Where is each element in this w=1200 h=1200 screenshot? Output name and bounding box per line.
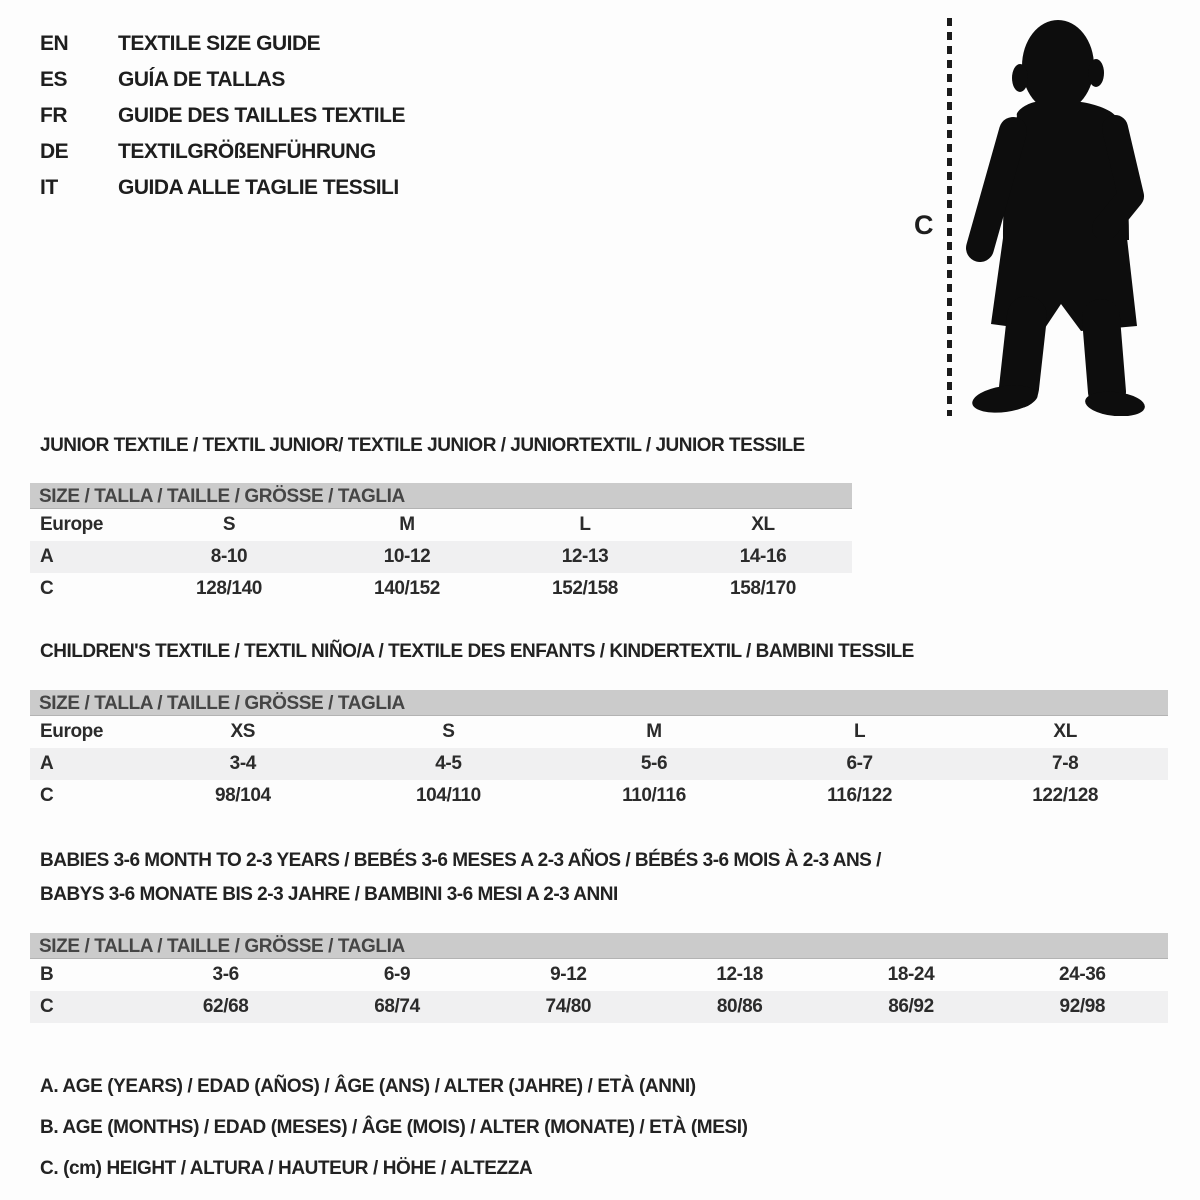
- toddler-silhouette-icon: [955, 16, 1155, 416]
- legend-line: B. AGE (MONTHS) / EDAD (MESES) / ÂGE (MOIS) / ALTER (MONATE) / ETÀ (MESI): [40, 1117, 748, 1138]
- language-row: [40, 170, 405, 206]
- size-cell: 110/116: [622, 785, 686, 806]
- size-cell: L: [579, 514, 591, 535]
- size-cell: 68/74: [374, 996, 420, 1017]
- height-measure-dashed-line: [947, 18, 952, 416]
- table-row: [30, 991, 1168, 1023]
- section-title: [40, 640, 1168, 664]
- size-cell: 128/140: [196, 578, 262, 599]
- height-measure-label: C: [914, 210, 934, 240]
- guide-title: GUIDA ALLE TAGLIE TESSILI: [118, 176, 399, 199]
- guide-title: GUÍA DE TALLAS: [118, 68, 285, 91]
- size-header-bar: SIZE / TALLA / TAILLE / GRÖSSE / TAGLIA: [30, 933, 1168, 959]
- row-label: C: [40, 996, 54, 1017]
- row-label: B: [40, 964, 54, 985]
- size-cell: 9-12: [550, 964, 587, 985]
- size-cell: 74/80: [545, 996, 592, 1017]
- row-label: Europe: [40, 721, 104, 742]
- guide-title: TEXTILGRÖßENFÜHRUNG: [118, 140, 376, 163]
- table-row: [30, 780, 1168, 812]
- table-row: [30, 748, 1168, 780]
- legend: [40, 1066, 748, 1189]
- childrens-textile-table: [30, 640, 1168, 812]
- language-title-list: [40, 26, 405, 206]
- row-label: C: [40, 578, 54, 599]
- section-title-line: BABIES 3-6 MONTH TO 2-3 YEARS / BEBÉS 3-6 MESES A 2-3 AÑOS / BÉBÉS 3-6 MOIS À 2-3 ANS /: [40, 850, 881, 871]
- size-cell: XL: [1053, 721, 1077, 742]
- size-cell: 122/128: [1032, 785, 1099, 806]
- language-row: [40, 26, 405, 62]
- language-code: DE: [40, 140, 69, 163]
- size-cell: 8-10: [210, 546, 248, 567]
- size-cell: 12-13: [561, 546, 609, 567]
- section-title: [40, 844, 1168, 912]
- size-cell: 18-24: [887, 964, 935, 985]
- section-title: [40, 434, 852, 458]
- size-cell: 92/98: [1059, 996, 1106, 1017]
- size-cell: M: [646, 721, 662, 742]
- size-cell: 7-8: [1052, 753, 1079, 774]
- size-cell: 104/110: [415, 785, 481, 806]
- size-cell: M: [399, 514, 415, 535]
- size-cell: 3-4: [229, 753, 256, 774]
- size-cell: XS: [230, 721, 256, 742]
- size-cell: 14-16: [739, 546, 787, 567]
- size-cell: XL: [751, 514, 775, 535]
- table-row: [30, 716, 1168, 748]
- row-label: A: [40, 753, 54, 774]
- size-cell: S: [222, 514, 236, 535]
- guide-title: GUIDE DES TAILLES TEXTILE: [118, 104, 405, 127]
- section-title-line: JUNIOR TEXTILE / TEXTIL JUNIOR/ TEXTILE JUNIOR / JUNIORTEXTIL / JUNIOR TESSILE: [40, 435, 805, 456]
- language-row: [40, 98, 405, 134]
- row-label: Europe: [40, 514, 104, 535]
- row-label: C: [40, 785, 54, 806]
- guide-title: TEXTILE SIZE GUIDE: [118, 32, 321, 55]
- language-code: EN: [40, 32, 69, 55]
- size-cell: 6-7: [846, 753, 873, 774]
- size-cell: 4-5: [435, 753, 462, 774]
- section-title-line: BABYS 3-6 MONATE BIS 2-3 JAHRE / BAMBINI 3-6 MESI A 2-3 ANNI: [40, 884, 618, 905]
- table-row: [30, 541, 852, 573]
- table-row: [30, 509, 852, 541]
- size-cell: 6-9: [383, 964, 411, 985]
- size-cell: L: [853, 721, 866, 742]
- language-code: IT: [40, 176, 58, 199]
- language-code: ES: [40, 68, 68, 91]
- language-row: [40, 62, 405, 98]
- size-cell: 80/86: [716, 996, 763, 1017]
- size-header-bar: SIZE / TALLA / TAILLE / GRÖSSE / TAGLIA: [30, 483, 852, 509]
- language-row: [40, 134, 405, 170]
- size-cell: 10-12: [383, 546, 431, 567]
- legend-line: C. (cm) HEIGHT / ALTURA / HAUTEUR / HÖHE / ALTEZZA: [40, 1158, 533, 1179]
- size-cell: 3-6: [212, 964, 239, 985]
- table-row: [30, 573, 852, 605]
- size-cell: 158/170: [730, 578, 796, 599]
- section-title-line: CHILDREN'S TEXTILE / TEXTIL NIÑO/A / TEXTILE DES ENFANTS / KINDERTEXTIL / BAMBINI TESSILE: [40, 641, 914, 662]
- size-cell: 86/92: [888, 996, 934, 1017]
- junior-textile-table: [30, 434, 852, 605]
- size-cell: 152/158: [552, 578, 618, 599]
- size-header-bar: SIZE / TALLA / TAILLE / GRÖSSE / TAGLIA: [30, 690, 1168, 716]
- size-cell: 116/122: [827, 785, 892, 806]
- size-cell: 98/104: [214, 785, 271, 806]
- legend-line: A. AGE (YEARS) / EDAD (AÑOS) / ÂGE (ANS) / ALTER (JAHRE) / ETÀ (ANNI): [40, 1076, 696, 1097]
- babies-textile-table: [30, 844, 1168, 1023]
- table-row: [30, 959, 1168, 991]
- size-cell: 5-6: [640, 753, 668, 774]
- size-cell: 140/152: [374, 578, 440, 599]
- size-cell: 62/68: [202, 996, 249, 1017]
- size-cell: 24-36: [1059, 964, 1106, 985]
- language-code: FR: [40, 104, 67, 127]
- size-cell: 12-18: [716, 964, 763, 985]
- row-label: A: [40, 546, 54, 567]
- size-cell: S: [442, 721, 455, 742]
